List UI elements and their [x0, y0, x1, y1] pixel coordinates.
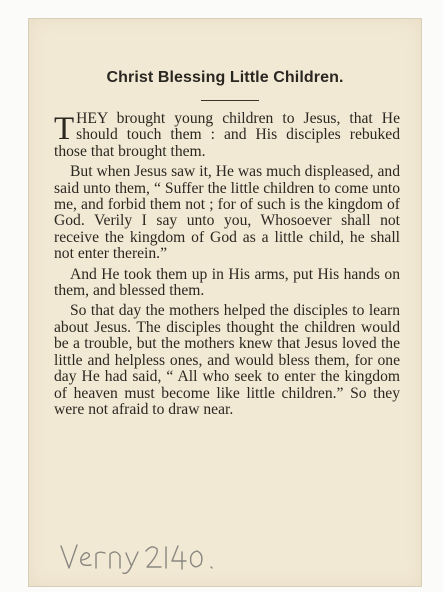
- paragraph-2: But when Jesus saw it, He was much displeased, and said unto them, “ Suffer the little children to come unto me, and forbid them not ; for of such is the kingdom of God. Verily I say unto you, Whosoever shall not receive the kingdom of God as a little child, he shall not enter therein.”: [54, 163, 400, 263]
- story-text: [54, 111, 400, 422]
- drop-cap: T: [54, 111, 75, 147]
- paragraph-4: So that day the mothers helped the disciples to learn about Jesus. The disciples thought the children would be a trouble, but the mothers knew that Jesus loved the little and helpless ones, and would bless them, for one day He had said, “ All who seek to enter the kingdom of heaven must become like little children.” So they were not afraid to draw near.: [54, 302, 400, 418]
- printed-card: [28, 18, 422, 587]
- card-title: Christ Blessing Little Children.: [106, 69, 344, 86]
- title-divider: [201, 100, 259, 101]
- handwritten-pencil-note: [58, 532, 226, 576]
- paragraph-1: [54, 111, 400, 160]
- paragraph-3: And He took them up in His arms, put His hands on them, and blessed them.: [54, 265, 400, 300]
- paragraph-1-text: HEY brought young children to Jesus, that He should touch them : and His disciples rebuked those that brought them.: [54, 110, 400, 160]
